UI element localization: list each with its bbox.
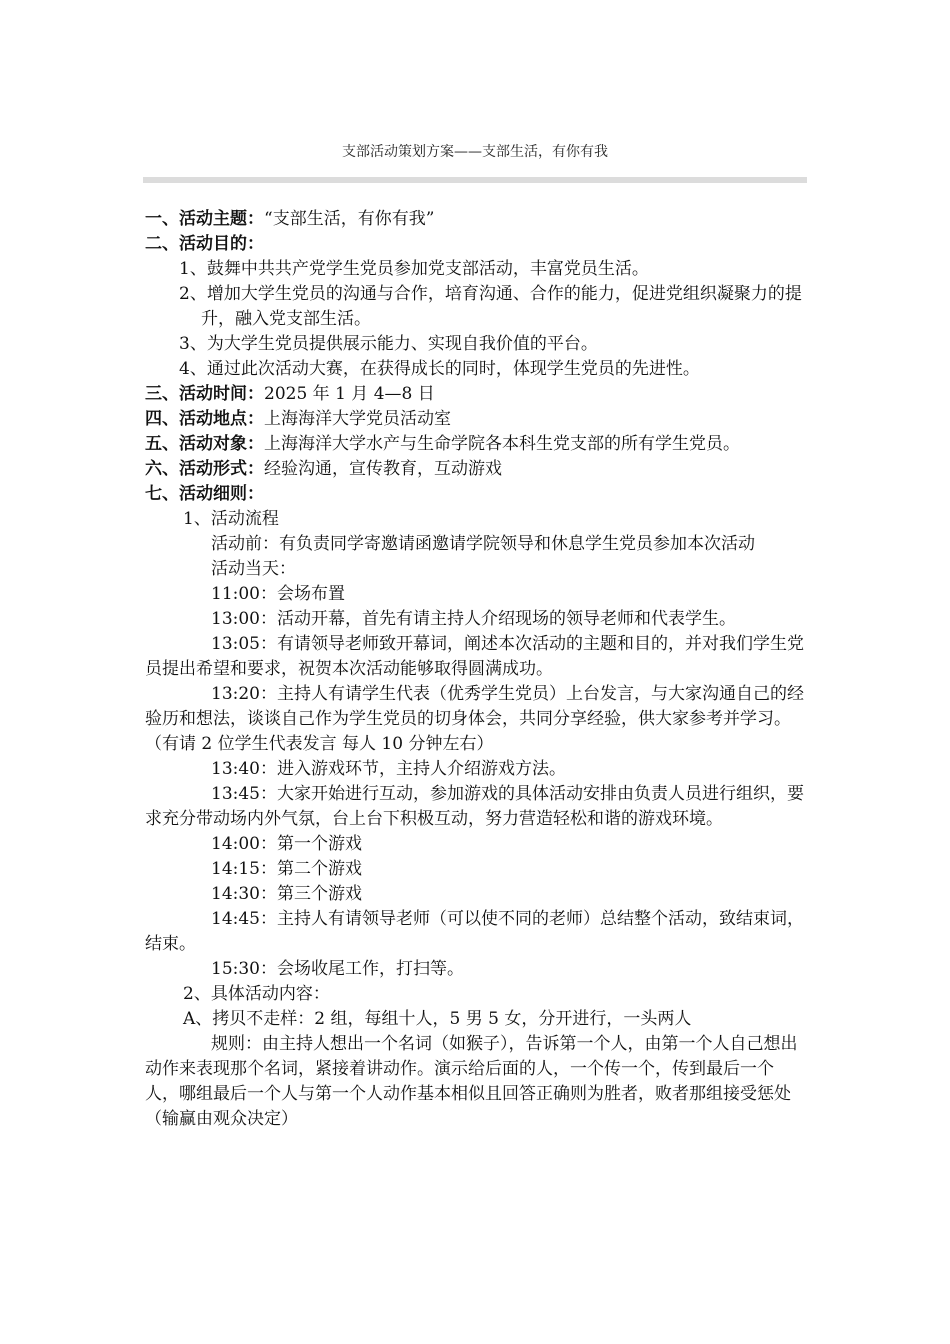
schedule-item-1415: 14:15：第二个游戏	[211, 859, 362, 879]
section-format-label: 六、活动形式：	[145, 459, 264, 479]
schedule-item-1530: 15:30：会场收尾工作，打扫等。	[211, 959, 464, 979]
section-details	[145, 482, 807, 507]
game-a-rules: 规则：由主持人想出一个名词（如猴子），告诉第一个人，由第一个人自己想出动作来表现那个名词，紧接着讲动作。演示给后面的人，一个传一个，传到最后一个人，哪组最后一个人与第一个人动作基本相似且回答正确则为胜者，败者那组接受惩处（输赢由观众决定）	[145, 1034, 798, 1129]
section-format	[145, 457, 807, 482]
section-audience-text: 上海海洋大学水产与生命学院各本科生党支部的所有学生党员。	[264, 434, 740, 454]
schedule-item-1445: 14:45：主持人有请领导老师（可以使不同的老师）总结整个活动，致结束词，结束。	[145, 909, 804, 954]
section-theme-text: “支部生活，有你有我”	[264, 209, 435, 229]
section-purpose-label: 二、活动目的：	[145, 234, 264, 254]
schedule-item-1400: 14:00：第一个游戏	[211, 834, 362, 854]
schedule-item-1345: 13:45：大家开始进行互动，参加游戏的具体活动安排由负责人员进行组织，要求充分带动场内外气氛，台上台下积极互动，努力营造轻松和谐的游戏环境。	[145, 784, 804, 829]
section-audience	[145, 432, 807, 457]
details-title: 2、具体活动内容：	[183, 984, 330, 1004]
game-a: A、拷贝不走样：2 组，每组十人，5 男 5 女，分开进行，一头两人	[183, 1009, 692, 1029]
section-location	[145, 407, 807, 432]
purpose-item-1: 1、鼓舞中共共产党学生党员参加党支部活动，丰富党员生活。	[179, 259, 649, 279]
schedule-item-1320: 13:20：主持人有请学生代表（优秀学生党员）上台发言，与大家沟通自己的经验历和想法，谈谈自己作为学生党员的切身体会，共同分享经验，供大家参考并学习。（有请 2 位学生代表发言 每人 10 分钟左右）	[145, 684, 804, 754]
header-divider	[143, 177, 807, 183]
section-purpose	[145, 232, 807, 257]
schedule-item-1430: 14:30：第三个游戏	[211, 884, 362, 904]
section-theme	[145, 207, 807, 232]
purpose-item-2: 2、增加大学生党员的沟通与合作，培育沟通、合作的能力，促进党组织凝聚力的提升，融入党支部生活。	[179, 284, 802, 329]
section-audience-label: 五、活动对象：	[145, 434, 264, 454]
purpose-item-4: 4、通过此次活动大赛，在获得成长的同时，体现学生党员的先进性。	[179, 359, 700, 379]
section-format-text: 经验沟通，宣传教育，互动游戏	[264, 459, 502, 479]
flow-day-label: 活动当天：	[211, 559, 296, 579]
section-location-label: 四、活动地点：	[145, 409, 264, 429]
page-header-title: 支部活动策划方案——支部生活，有你有我	[342, 144, 608, 160]
section-location-text: 上海海洋大学党员活动室	[264, 409, 451, 429]
flow-before: 活动前：有负责同学寄邀请函邀请学院领导和休息学生党员参加本次活动	[211, 534, 755, 554]
schedule-item-1100: 11:00：会场布置	[211, 584, 345, 604]
schedule-item-1300: 13:00：活动开幕，首先有请主持人介绍现场的领导老师和代表学生。	[211, 609, 736, 629]
section-theme-label: 一、活动主题：	[145, 209, 264, 229]
section-details-label: 七、活动细则：	[145, 484, 264, 504]
purpose-item-3: 3、为大学生党员提供展示能力、实现自我价值的平台。	[179, 334, 598, 354]
flow-title: 1、活动流程	[183, 509, 279, 529]
document-body	[145, 207, 807, 1132]
schedule-item-1305: 13:05：有请领导老师致开幕词，阐述本次活动的主题和目的，并对我们学生党员提出希望和要求，祝贺本次活动能够取得圆满成功。	[145, 634, 804, 679]
section-time-label: 三、活动时间：	[145, 384, 264, 404]
section-time	[145, 382, 807, 407]
section-time-text: 2025 年 1 月 4—8 日	[264, 384, 435, 404]
schedule-item-1340: 13:40：进入游戏环节，主持人介绍游戏方法。	[211, 759, 566, 779]
